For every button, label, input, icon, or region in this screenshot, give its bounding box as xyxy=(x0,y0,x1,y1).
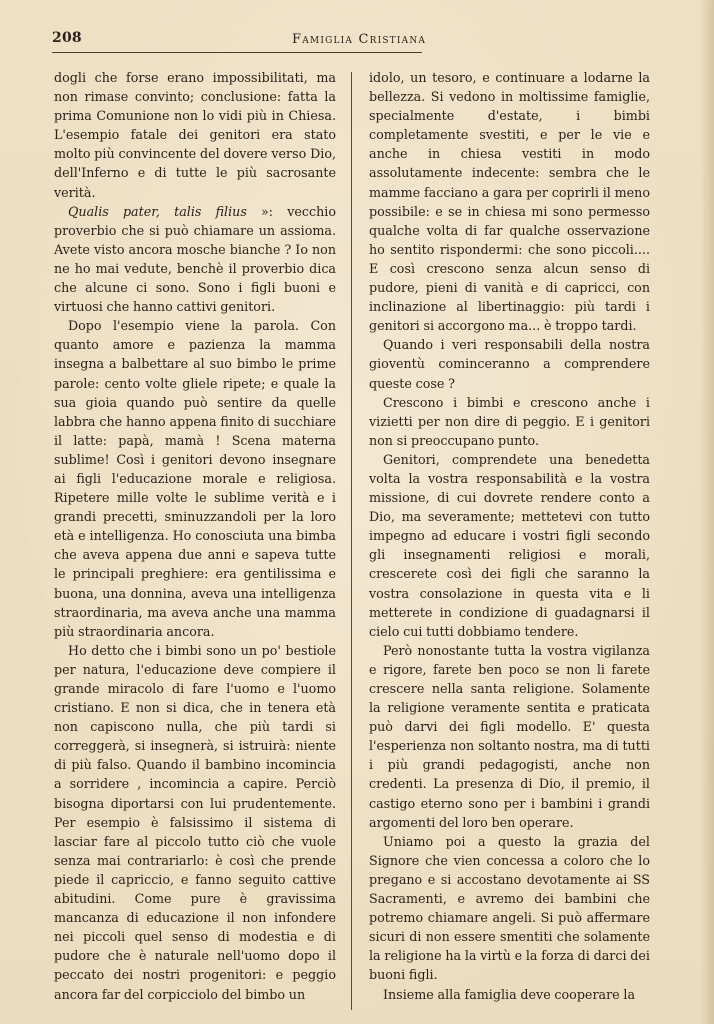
paragraph: Però nonostante tutta la vostra vigilanza e rigore, farete ben poco se non li farete crescere nella santa religione. Solamente la religione veramente sentita e praticata può darvi dei figli modello. E' questa l'esperienza non soltanto nostra, ma di tutti i più grandi pedagogisti, anche non credenti. La presenza di Dio, il premio, il castigo eterno sono per i bambini i grandi argomenti del loro ben operare. xyxy=(369,642,650,830)
page-edge-shadow xyxy=(700,0,714,1024)
paragraph xyxy=(54,202,336,317)
paragraph: Insieme alla famiglia deve cooperare la xyxy=(383,986,636,1002)
paragraph: Uniamo poi a questo la grazia del Signore che vien concessa a coloro che lo pregano e si accostano devotamente ai SS Sacramenti, e avremo dei bambini che potremo chiamare angeli. Si può affermare sicuri di non essere smentiti che solamente la religione ha la virtù e la forza di darci dei buoni figli. xyxy=(369,833,650,983)
paragraph: Ho detto che i bimbi sono un po' bestiole per natura, l'educazione deve compiere il grande miracolo di fare l'uomo e l'uomo cristiano. E non si dica, che in tenera età non capiscono nulla, che più tardi si correggerà, si insegnerà, si istruirà: niente di più falso. Quando il bambino incomincia a sorridere , incomincia a capire. Perciò bisogna diportarsi con lui prudentemente. Per esempio è falsissimo il sistema di lasciar fare al piccolo tutto ciò che vuole senza mai contrariarlo: è così che prende piede il capriccio, e fanno seguito cattive abitudini. Come pure è gravissima mancanza di educazione il non infondere nei piccoli quel senso di modestia e di pudore che è naturale nell'uomo dopo il peccato dei nostri progenitori: e peggio ancora far del corpicciolo del bimbo un xyxy=(54,642,336,1002)
header-rule xyxy=(52,52,422,53)
paragraph: dogli che forse erano impossibilitati, ma non rimase convinto; conclusione: fatta la prima Comunione non lo vidi più in Chiesa. L'esempio fatale dei genitori era stato molto più convincente del dovere verso Dio, dell'Inferno e di tutte le più sacrosante verità. xyxy=(54,70,336,200)
paragraph: Quando i veri responsabili della nostra gioventù cominceranno a comprendere queste cose ? xyxy=(369,337,650,391)
paragraph: Crescono i bimbi e crescono anche i vizietti per non dire di peggio. E i genitori non si preoccupano punto. xyxy=(369,394,650,448)
page-header xyxy=(52,30,664,52)
left-column xyxy=(54,68,336,1004)
page-number: 208 xyxy=(52,30,82,46)
column-divider xyxy=(351,72,352,1010)
paragraph-text: »: vecchio proverbio che si può chiamare un assioma. Avete visto ancora mosche bianche ? Io non ne ho mai vedute, benchè il proverbio dica che alcune ci sono. Sono i figli buoni e virtuosi che hanno cattivi genitori. xyxy=(54,203,337,315)
running-title: Famiglia Cristiana xyxy=(292,32,427,47)
right-column xyxy=(369,68,650,1004)
paragraph: Dopo l'esempio viene la parola. Con quanto amore e pazienza la mamma insegna a balbettare al suo bimbo le prime parole: cento volte gliele ripete; e quale la sua gioia quando può sentire da quelle labbra che hanno appena finito di succhiare il latte: papà, mamà ! Scena materna sublime! Così i genitori devono insegnare ai figli l'educazione morale e religiosa. Ripetere mille volte le sublime verità e i grandi precetti, sminuzzandoli per la loro età e intelligenza. Ho conosciuta una bimba che aveva appena due anni e sapeva tutte le principali preghiere: era gentilissima e buona, una donnina, aveva una intelligenza straordinaria, ma aveva anche una mamma più straordinaria ancora. xyxy=(54,318,336,639)
paragraph: Genitori, comprendete una benedetta volta la vostra responsabilità e la vostra missione, di cui dovrete rendere conto a Dio, ma severamente; mettetevi con tutto impegno ad educare i vostri figli secondo gli insegnamenti religiosi e morali, crescerete così dei figli che saranno la vostra consolazione in questa vita e li metterete in condizione di guadagnarsi il cielo cui tutti dobbiamo tendere. xyxy=(369,451,650,639)
latin-proverb: Qualis pater, talis filius xyxy=(68,203,247,219)
paragraph: idolo, un tesoro, e continuare a lodarne la bellezza. Si vedono in moltissime famiglie, specialmente d'estate, i bimbi completamente svestiti, e per le vie e anche in chiesa vestiti in modo assolutamente indecente: sembra che le mamme facciano a gara per coprirli il meno possibile: e se in chiesa mi sono permesso qualche volta di far qualche osservazione ho sentito rispondermi: che sono piccoli.... E così crescono senza alcun senso di pudore, pieni di vanità e di capricci, con inclinazione al libertinaggio: più tardi i genitori si accorgono ma... è troppo tardi. xyxy=(369,70,650,334)
